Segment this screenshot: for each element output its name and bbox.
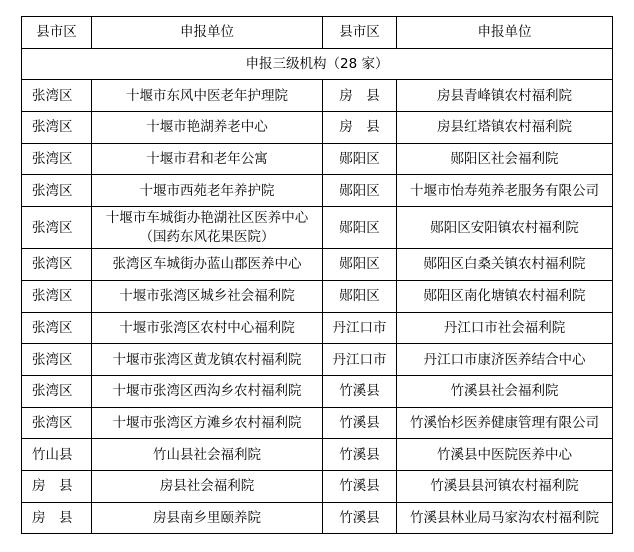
district-right: 丹江口市	[323, 312, 397, 344]
district-left: 张湾区	[22, 112, 92, 144]
district-left: 张湾区	[22, 175, 92, 207]
table-row	[22, 502, 613, 534]
unit-left: 十堰市艳湖养老中心	[92, 112, 323, 144]
table-row	[22, 344, 613, 376]
unit-right: 郧阳区白桑关镇农村福利院	[397, 249, 613, 281]
table-row	[22, 407, 613, 439]
unit-left-line-2: （国药东风花果医院）	[139, 228, 275, 245]
table-header-row	[22, 17, 613, 49]
district-left: 张湾区	[22, 249, 92, 281]
district-left: 房 县	[22, 470, 92, 502]
unit-right: 房县红塔镇农村福利院	[397, 112, 613, 144]
unit-left: 十堰市张湾区西沟乡农村福利院	[92, 375, 323, 407]
unit-left: 房县南乡里颐养院	[92, 502, 323, 534]
header-district-right: 县市区	[323, 17, 397, 49]
district-left: 张湾区	[22, 207, 92, 249]
table-row	[22, 143, 613, 175]
district-right: 郧阳区	[323, 207, 397, 249]
table-row	[22, 312, 613, 344]
unit-right: 郧阳区安阳镇农村福利院	[397, 207, 613, 249]
district-left: 竹山县	[22, 439, 92, 471]
district-left: 张湾区	[22, 80, 92, 112]
section-title: 申报三级机构（28 家）	[22, 48, 613, 80]
unit-right: 竹溪县林业局马家沟农村福利院	[397, 502, 613, 534]
district-left: 房 县	[22, 502, 92, 534]
unit-left: 十堰市张湾区城乡社会福利院	[92, 280, 323, 312]
unit-left-multiline	[92, 207, 323, 249]
institution-table	[21, 16, 613, 534]
unit-right: 竹溪怡杉医养健康管理有限公司	[397, 407, 613, 439]
section-title-row	[22, 48, 613, 80]
unit-right: 丹江口市社会福利院	[397, 312, 613, 344]
header-district-left: 县市区	[22, 17, 92, 49]
unit-right: 郧阳区南化塘镇农村福利院	[397, 280, 613, 312]
district-left: 张湾区	[22, 280, 92, 312]
unit-right: 郧阳区社会福利院	[397, 143, 613, 175]
unit-left: 房县社会福利院	[92, 470, 323, 502]
unit-right: 房县青峰镇农村福利院	[397, 80, 613, 112]
district-left: 张湾区	[22, 407, 92, 439]
institution-table-container	[21, 16, 613, 534]
header-unit-right: 申报单位	[397, 17, 613, 49]
unit-right: 竹溪县社会福利院	[397, 375, 613, 407]
unit-right: 十堰市怡寿苑养老服务有限公司	[397, 175, 613, 207]
district-left: 张湾区	[22, 143, 92, 175]
unit-left: 十堰市张湾区方滩乡农村福利院	[92, 407, 323, 439]
unit-left: 十堰市君和老年公寓	[92, 143, 323, 175]
unit-left: 十堰市张湾区农村中心福利院	[92, 312, 323, 344]
unit-right: 竹溪县县河镇农村福利院	[397, 470, 613, 502]
table-row	[22, 470, 613, 502]
table-row	[22, 249, 613, 281]
table-row	[22, 112, 613, 144]
district-right: 房 县	[323, 112, 397, 144]
district-right: 郧阳区	[323, 249, 397, 281]
table-row	[22, 375, 613, 407]
district-right: 竹溪县	[323, 375, 397, 407]
unit-left: 十堰市东风中医老年护理院	[92, 80, 323, 112]
district-left: 张湾区	[22, 344, 92, 376]
unit-left: 十堰市西苑老年养护院	[92, 175, 323, 207]
unit-left: 竹山县社会福利院	[92, 439, 323, 471]
table-row	[22, 439, 613, 471]
unit-right: 竹溪县中医院医养中心	[397, 439, 613, 471]
unit-left: 张湾区车城街办蓝山郡医养中心	[92, 249, 323, 281]
unit-left: 十堰市张湾区黄龙镇农村福利院	[92, 344, 323, 376]
district-right: 竹溪县	[323, 470, 397, 502]
district-left: 张湾区	[22, 375, 92, 407]
table-row	[22, 280, 613, 312]
unit-right: 丹江口市康济医养结合中心	[397, 344, 613, 376]
table-row	[22, 175, 613, 207]
district-right: 郧阳区	[323, 175, 397, 207]
district-right: 郧阳区	[323, 143, 397, 175]
table-row	[22, 207, 613, 249]
district-right: 房 县	[323, 80, 397, 112]
district-right: 丹江口市	[323, 344, 397, 376]
district-right: 郧阳区	[323, 280, 397, 312]
table-row	[22, 80, 613, 112]
district-right: 竹溪县	[323, 502, 397, 534]
district-left: 张湾区	[22, 312, 92, 344]
header-unit-left: 申报单位	[92, 17, 323, 49]
district-right: 竹溪县	[323, 439, 397, 471]
district-right: 竹溪县	[323, 407, 397, 439]
unit-left-line-1: 十堰市车城街办艳湖社区医养中心	[105, 209, 309, 226]
